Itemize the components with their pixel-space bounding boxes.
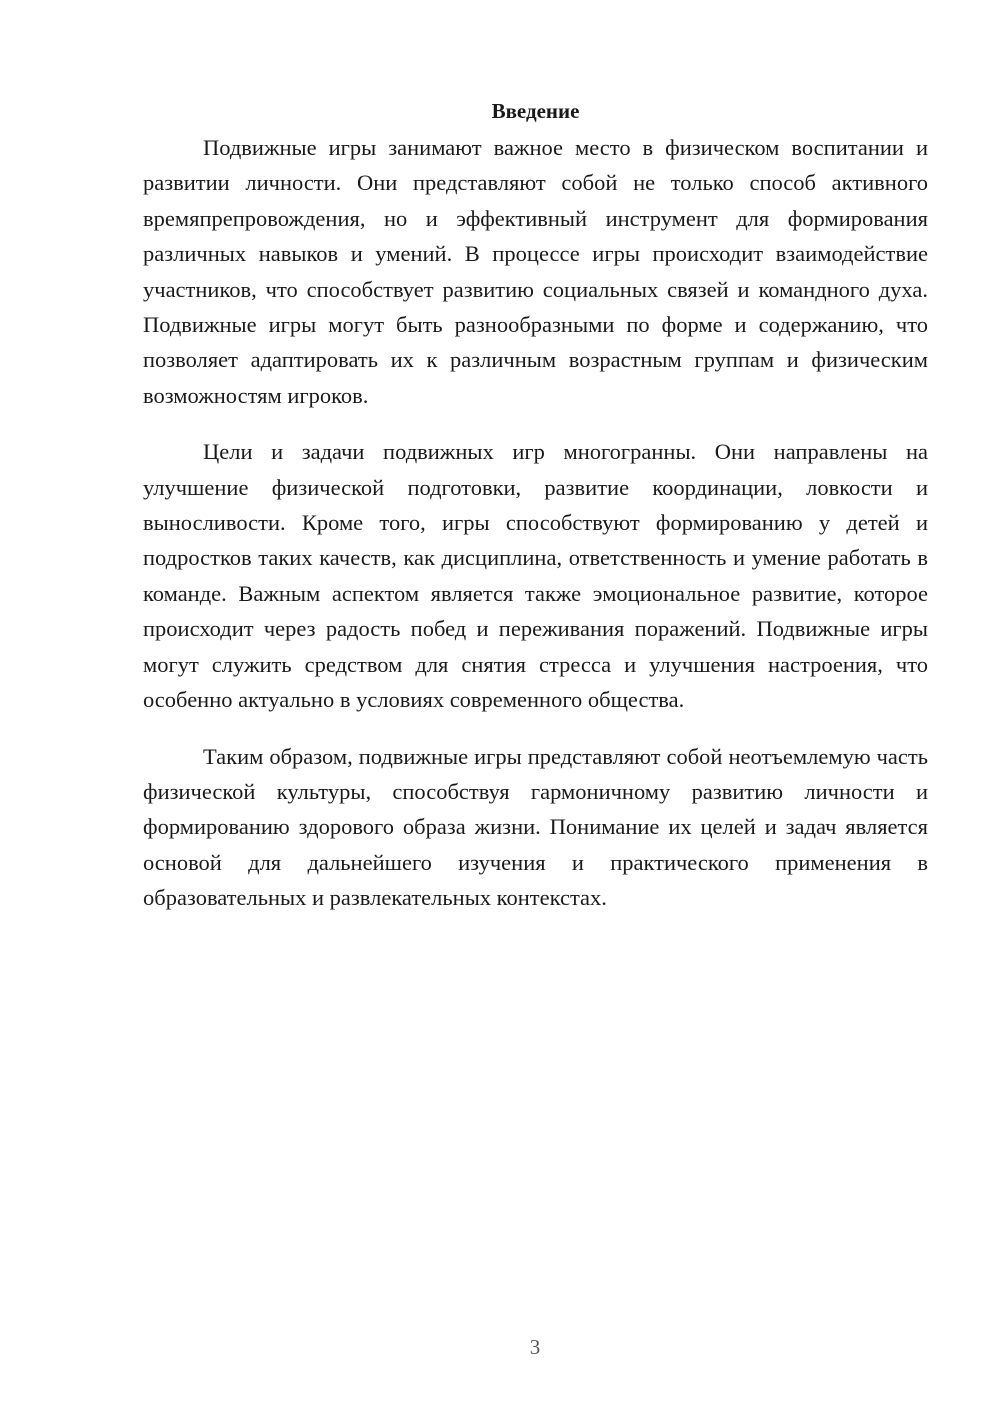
paragraph-conclusion: Таким образом, подвижные игры представляют собой неотъемлемую часть физической культуры, способствуя гармоничному развитию личности и формированию здорового образа жизни. Понимание их целей и задач является основой для дальнейшего изучения и практического применения в образовательных и развлекательных контекстах. xyxy=(143,743,928,911)
page-content xyxy=(143,96,928,937)
section-title: Введение xyxy=(491,99,580,123)
paragraph-goals: Цели и задачи подвижных игр многогранны. Они направлены на улучшение физической подготовки, развитие координации, ловкости и выносливости. Кроме того, игры способствуют формированию у детей и подростков таких качеств, как дисциплина, ответственность и умение работать в команде. Важным аспектом является также эмоциональное развитие, которое происходит через радость побед и переживания поражений. Подвижные игры могут служить средством для снятия стресса и улучшения настроения, что особенно актуально в условиях современного общества. xyxy=(143,439,928,713)
paragraph-intro: Подвижные игры занимают важное место в физическом воспитании и развитии личности. Они представляют собой не только способ активного времяпрепровождения, но и эффективный инструмент для формирования различных навыков и умений. В процессе игры происходит взаимодействие участников, что способствует развитию социальных связей и командного духа. Подвижные игры могут быть разнообразными по форме и содержанию, что позволяет адаптировать их к различным возрастным группам и физическим возможностям игроков. xyxy=(143,135,928,408)
page-number: 3 xyxy=(529,1335,541,1359)
